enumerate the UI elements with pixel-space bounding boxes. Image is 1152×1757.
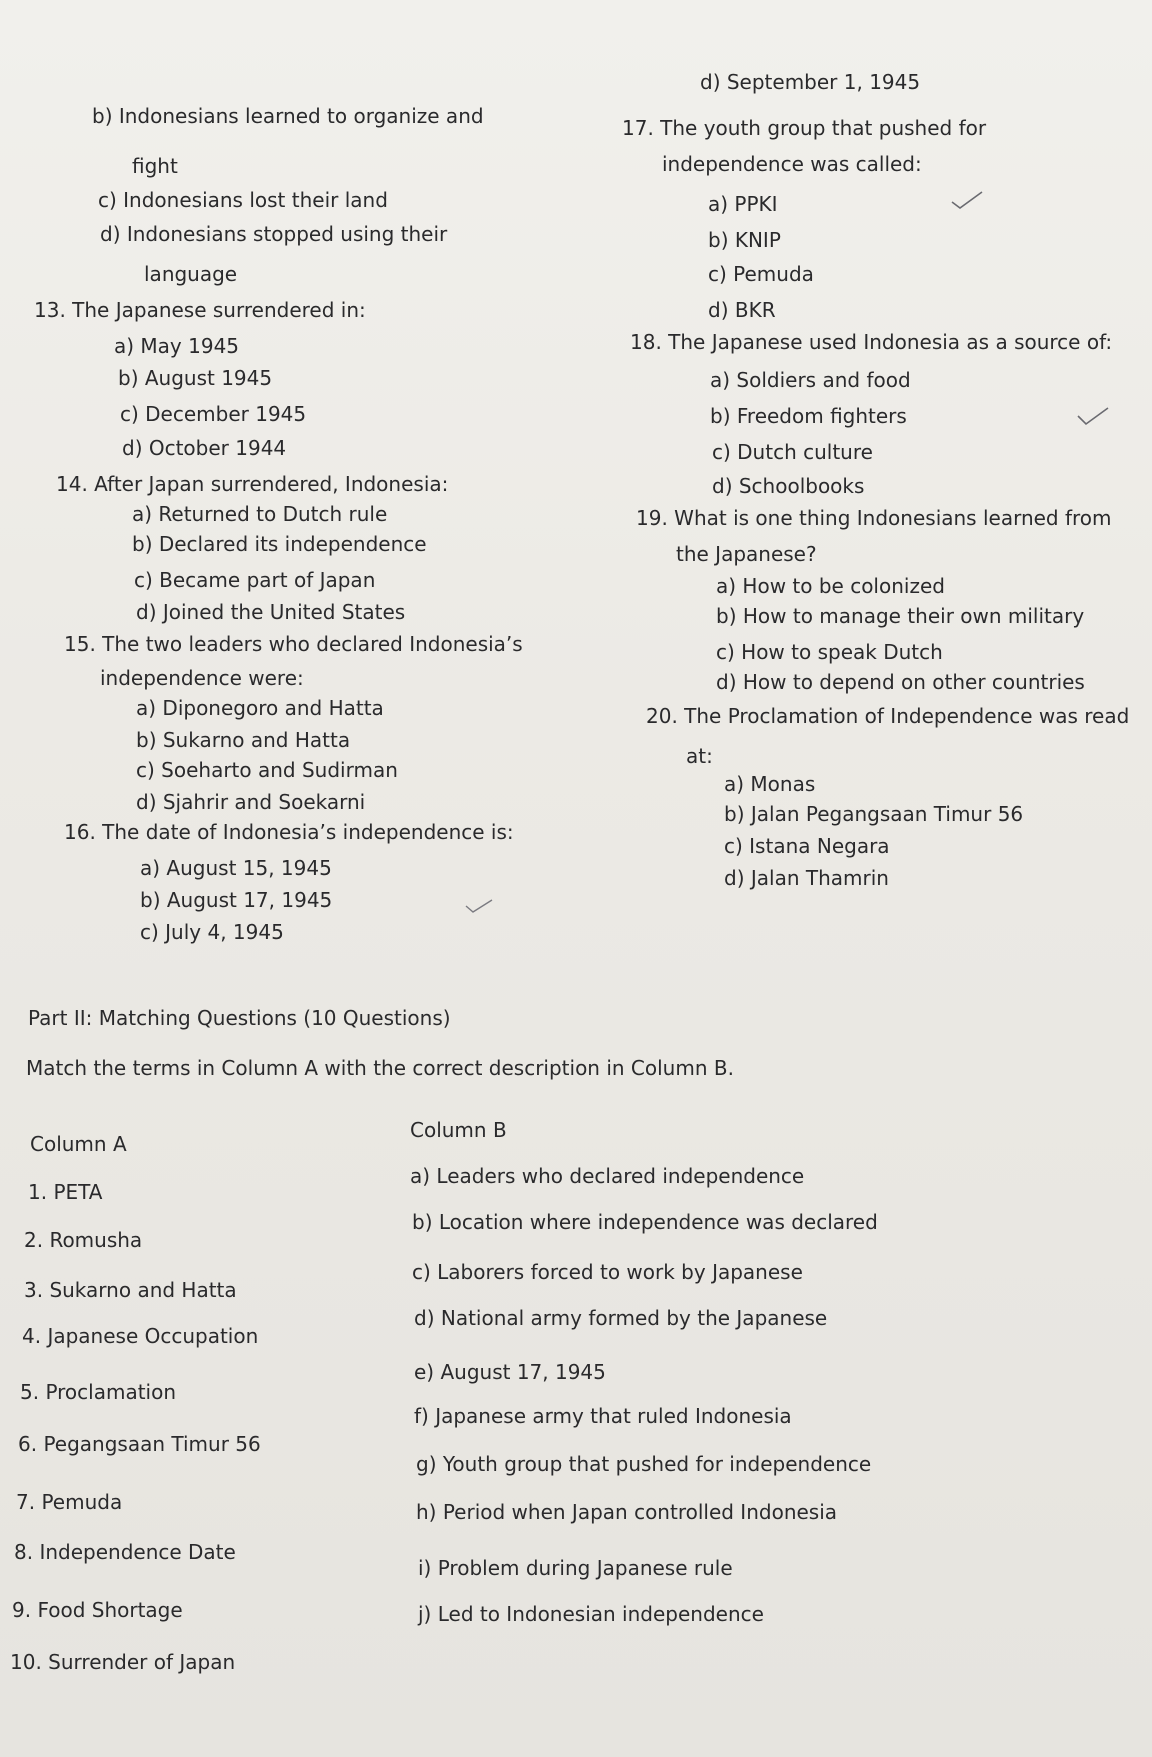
q18-option-c: c) Dutch culture [712,440,873,464]
q17-option-c: c) Pemuda [708,262,814,286]
q19-option-a: a) How to be colonized [716,574,945,598]
q20-option-c: c) Istana Negara [724,834,890,858]
q16-option-b: b) August 17, 1945 [140,888,333,912]
column-b-item: j) Led to Indonesian independence [418,1602,764,1626]
column-a-item: 8. Independence Date [14,1540,236,1564]
q15-option-d: d) Sjahrir and Soekarni [136,790,366,814]
q13-option-a: a) May 1945 [114,334,240,358]
q17-option-b: b) KNIP [708,228,781,252]
q13-option-b: b) August 1945 [118,366,273,390]
column-b-item: f) Japanese army that ruled Indonesia [414,1404,792,1428]
column-a-item: 10. Surrender of Japan [10,1650,236,1674]
column-b-header: Column B [410,1118,507,1142]
q15-question: 15. The two leaders who declared Indonesia’s [64,632,523,656]
column-a-item: 2. Romusha [24,1228,143,1252]
q20-option-b: b) Jalan Pegangsaan Timur 56 [724,802,1024,826]
q17-question-cont: independence was called: [662,152,922,176]
q15-option-b: b) Sukarno and Hatta [136,728,351,752]
q18-option-a: a) Soldiers and food [710,368,911,392]
q19-option-d: d) How to depend on other countries [716,670,1085,694]
q15-option-c: c) Soeharto and Sudirman [136,758,398,782]
column-a-item: 1. PETA [28,1180,103,1204]
q16-option-a: a) August 15, 1945 [140,856,332,880]
q14-question: 14. After Japan surrendered, Indonesia: [56,472,449,496]
q20-option-d: d) Jalan Thamrin [724,866,889,890]
q14-option-a: a) Returned to Dutch rule [132,502,388,526]
column-a-item: 6. Pegangsaan Timur 56 [18,1432,261,1456]
q19-question-cont: the Japanese? [676,542,817,566]
handwritten-check-icon [950,190,984,210]
q12-option-d: d) Indonesians stopped using their [100,222,448,246]
q15-question-cont: independence were: [100,666,304,690]
column-a-item: 4. Japanese Occupation [22,1324,259,1348]
column-a-item: 7. Pemuda [16,1490,123,1514]
column-a-item: 5. Proclamation [20,1380,177,1404]
q17-option-a: a) PPKI [708,192,778,216]
q20-question: 20. The Proclamation of Independence was read [646,704,1130,728]
column-b-item: a) Leaders who declared independence [410,1164,805,1188]
q14-option-b: b) Declared its independence [132,532,427,556]
q20-option-a: a) Monas [724,772,816,796]
q12-option-b-cont: fight [132,154,178,178]
part2-instruction: Match the terms in Column A with the correct description in Column B. [26,1056,734,1080]
q17-option-d: d) BKR [708,298,776,322]
q19-option-b: b) How to manage their own military [716,604,1085,628]
q16-question: 16. The date of Indonesia’s independence is: [64,820,514,844]
q12-option-c: c) Indonesians lost their land [98,188,388,212]
q15-option-a: a) Diponegoro and Hatta [136,696,384,720]
handwritten-check-icon [1076,406,1110,426]
q12-option-d-cont: language [144,262,238,286]
column-b-item: e) August 17, 1945 [414,1360,606,1384]
q12-option-b: b) Indonesians learned to organize and [92,104,484,128]
q13-option-d: d) October 1944 [122,436,287,460]
column-b-item: d) National army formed by the Japanese [414,1306,828,1330]
q14-option-d: d) Joined the United States [136,600,406,624]
column-b-item: h) Period when Japan controlled Indonesia [416,1500,838,1524]
column-a-header: Column A [30,1132,127,1156]
q17-question: 17. The youth group that pushed for [622,116,987,140]
part2-title: Part II: Matching Questions (10 Questions) [28,1006,451,1030]
q18-option-b: b) Freedom fighters [710,404,907,428]
q13-question: 13. The Japanese surrendered in: [34,298,366,322]
column-b-item: c) Laborers forced to work by Japanese [412,1260,803,1284]
q19-option-c: c) How to speak Dutch [716,640,943,664]
column-a-item: 9. Food Shortage [12,1598,183,1622]
q20-question-cont: at: [686,744,713,768]
handwritten-check-icon [464,898,498,918]
q18-option-d: d) Schoolbooks [712,474,865,498]
column-b-item: g) Youth group that pushed for independence [416,1452,872,1476]
column-a-item: 3. Sukarno and Hatta [24,1278,237,1302]
column-b-item: b) Location where independence was declared [412,1210,878,1234]
q13-option-c: c) December 1945 [120,402,307,426]
column-b-item: i) Problem during Japanese rule [418,1556,733,1580]
q19-question: 19. What is one thing Indonesians learned from [636,506,1112,530]
q16-option-c: c) July 4, 1945 [140,920,284,944]
q16-option-d: d) September 1, 1945 [700,70,921,94]
q18-question: 18. The Japanese used Indonesia as a source of: [630,330,1113,354]
q14-option-c: c) Became part of Japan [134,568,376,592]
